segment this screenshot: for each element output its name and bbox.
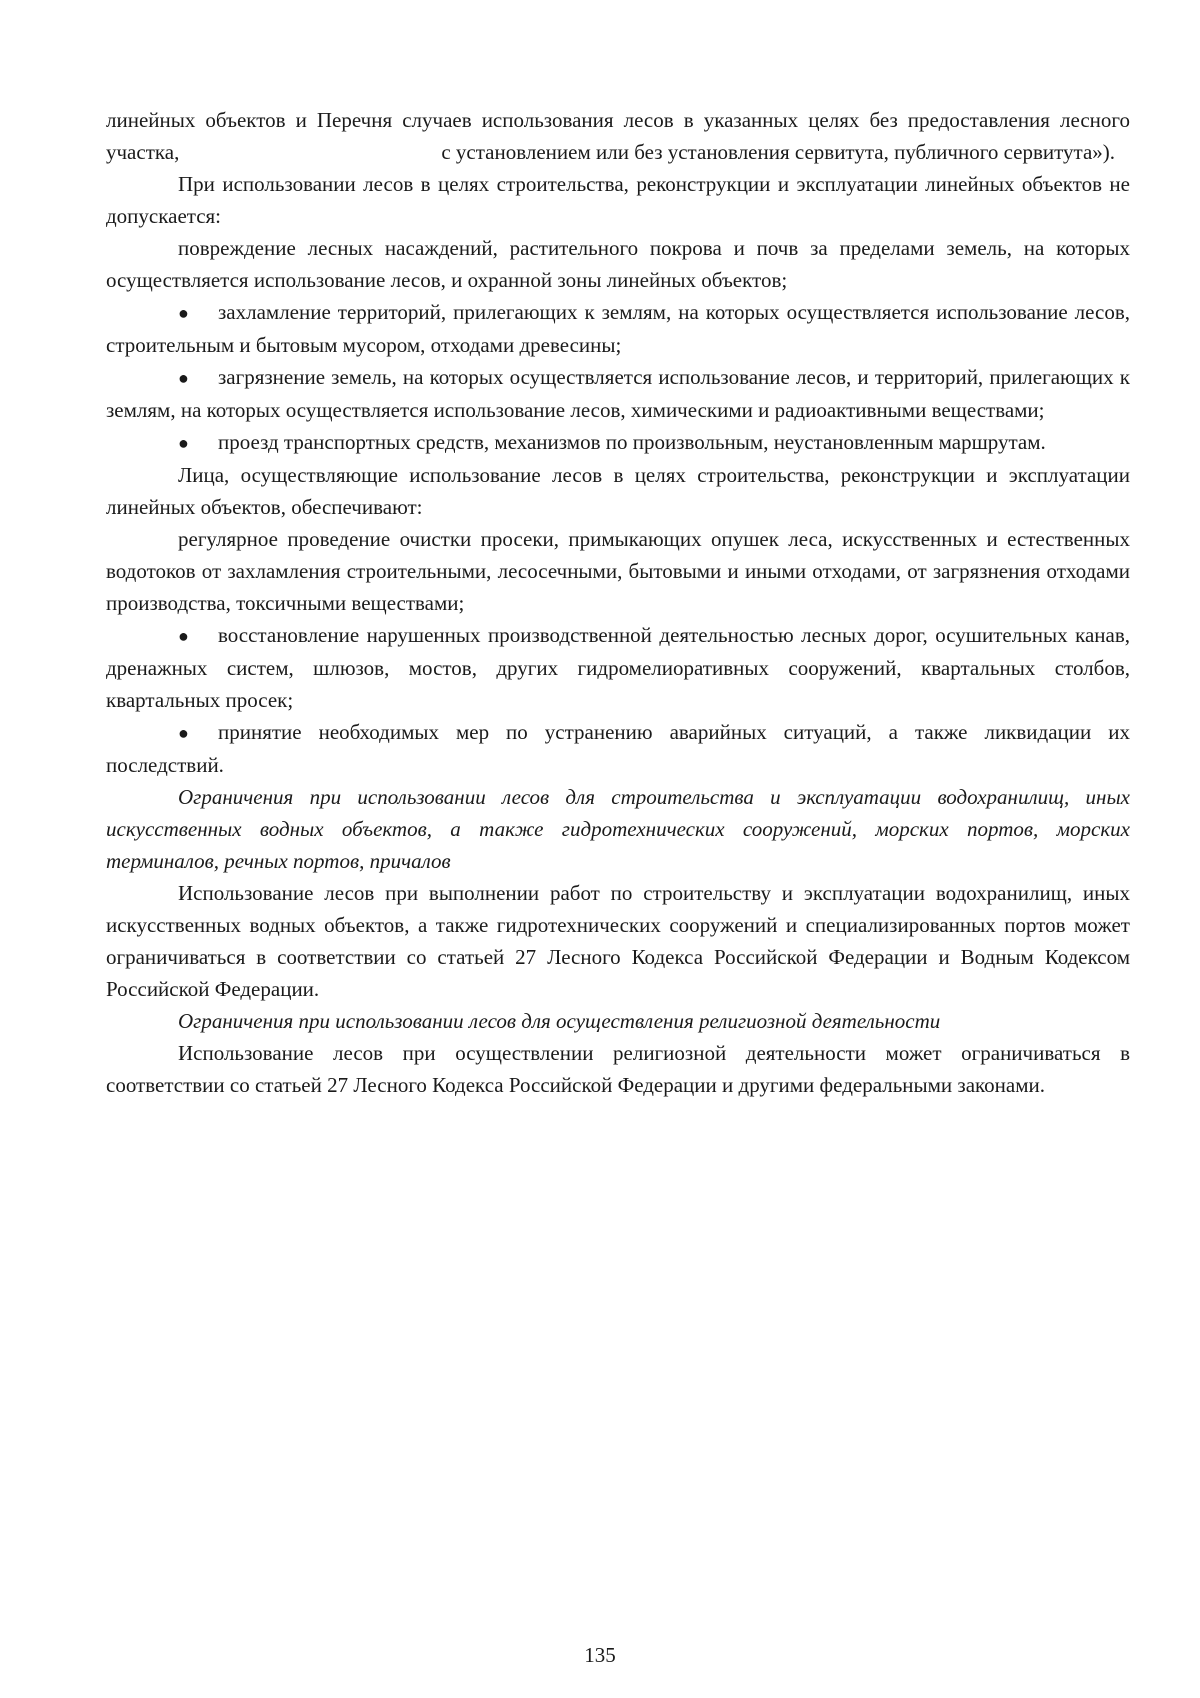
list-item-cleaning: [106, 523, 1130, 619]
bullet-item-littering: [106, 296, 1130, 361]
paragraph-text: Использование лесов при осуществлении религиозной деятельности может ограничиваться в соответствии со статьей 27 Лесного Кодекса Российской Федерации и другими федеральными законами.: [106, 1041, 1130, 1097]
paragraph-text: Лица, осуществляющие использование лесов в целях строительства, реконструкции и эксплуатации линейных объектов, обеспечивают:: [106, 463, 1130, 519]
bullet-icon: ●: [178, 626, 189, 646]
bullet-item-vehicles: [106, 426, 1130, 459]
continuation-paragraph: [106, 104, 1130, 168]
bullet-item-restoration: [106, 619, 1130, 716]
bullet-icon: ●: [178, 723, 189, 743]
paragraph-text: При использовании лесов в целях строительства, реконструкции и эксплуатации линейных объектов не допускается:: [106, 172, 1130, 228]
heading-text: Ограничения при использовании лесов для осуществления религиозной деятельности: [178, 1009, 941, 1033]
paragraph-text: Использование лесов при выполнении работ по строительству и эксплуатации водохранилищ, иных искусственных водных объектов, а также гидротехнических сооружений и специализированных портов может ограничиваться в соответствии со статьей 27 Лесного Кодекса Российской Федерации и Водным Кодексом Российской Федерации.: [106, 881, 1130, 1001]
paragraph-text: регулярное проведение очистки просеки, примыкающих опушек леса, искусственных и естественных водотоков от захламления строительными, лесосечными, бытовыми и иными отходами, от загрязнения отходами производства, токсичными веществами;: [106, 527, 1130, 615]
paragraph-restrictions-intro: [106, 168, 1130, 232]
paragraph-text: принятие необходимых мер по устранению аварийных ситуаций, а также ликвидации их последствий.: [106, 720, 1130, 777]
section-heading-reservoirs: [106, 781, 1130, 877]
continuation-text-part2: с установлением или без установления сервитута, публичного сервитута»).: [441, 140, 1116, 164]
document-page: [106, 104, 1130, 1101]
page-number: 135: [584, 1643, 616, 1667]
paragraph-text: проезд транспортных средств, механизмов по произвольным, неустановленным маршрутам.: [218, 430, 1046, 454]
bullet-icon: ●: [178, 368, 189, 388]
bullet-icon: ●: [178, 433, 189, 453]
paragraph-obligations-intro: [106, 459, 1130, 523]
paragraph-text: восстановление нарушенных производственной деятельностью лесных дорог, осушительных канав, дренажных систем, шлюзов, мостов, других гидромелиоративных сооружений, квартальных столбов, квартальных просек;: [106, 623, 1130, 712]
list-item-damage: [106, 232, 1130, 296]
paragraph-text: захламление территорий, прилегающих к землям, на которых осуществляется использование лесов, строительным и бытовым мусором, отходами древесины;: [106, 300, 1130, 357]
bullet-icon: ●: [178, 303, 189, 323]
paragraph-religious: [106, 1037, 1130, 1101]
paragraph-reservoirs: [106, 877, 1130, 1005]
section-heading-religious: [106, 1005, 1130, 1037]
bullet-item-emergency: [106, 716, 1130, 781]
paragraph-text: загрязнение земель, на которых осуществляется использование лесов, и территорий, прилегающих к землям, на которых осуществляется использование лесов, химическими и радиоактивными веществами;: [106, 365, 1130, 422]
bullet-item-pollution: [106, 361, 1130, 426]
paragraph-text: повреждение лесных насаждений, растительного покрова и почв за пределами земель, на которых осуществляется использование лесов, и охранной зоны линейных объектов;: [106, 236, 1130, 292]
heading-text: Ограничения при использовании лесов для строительства и эксплуатации водохранилищ, иных искусственных водных объектов, а также гидротехнических сооружений, морских портов, морских терминалов, речных портов, причалов: [106, 785, 1130, 873]
continuation-text-part1: линейных объектов и Перечня случаев использования лесов в указанных целях без предоставления лесного участка,: [106, 108, 1130, 164]
